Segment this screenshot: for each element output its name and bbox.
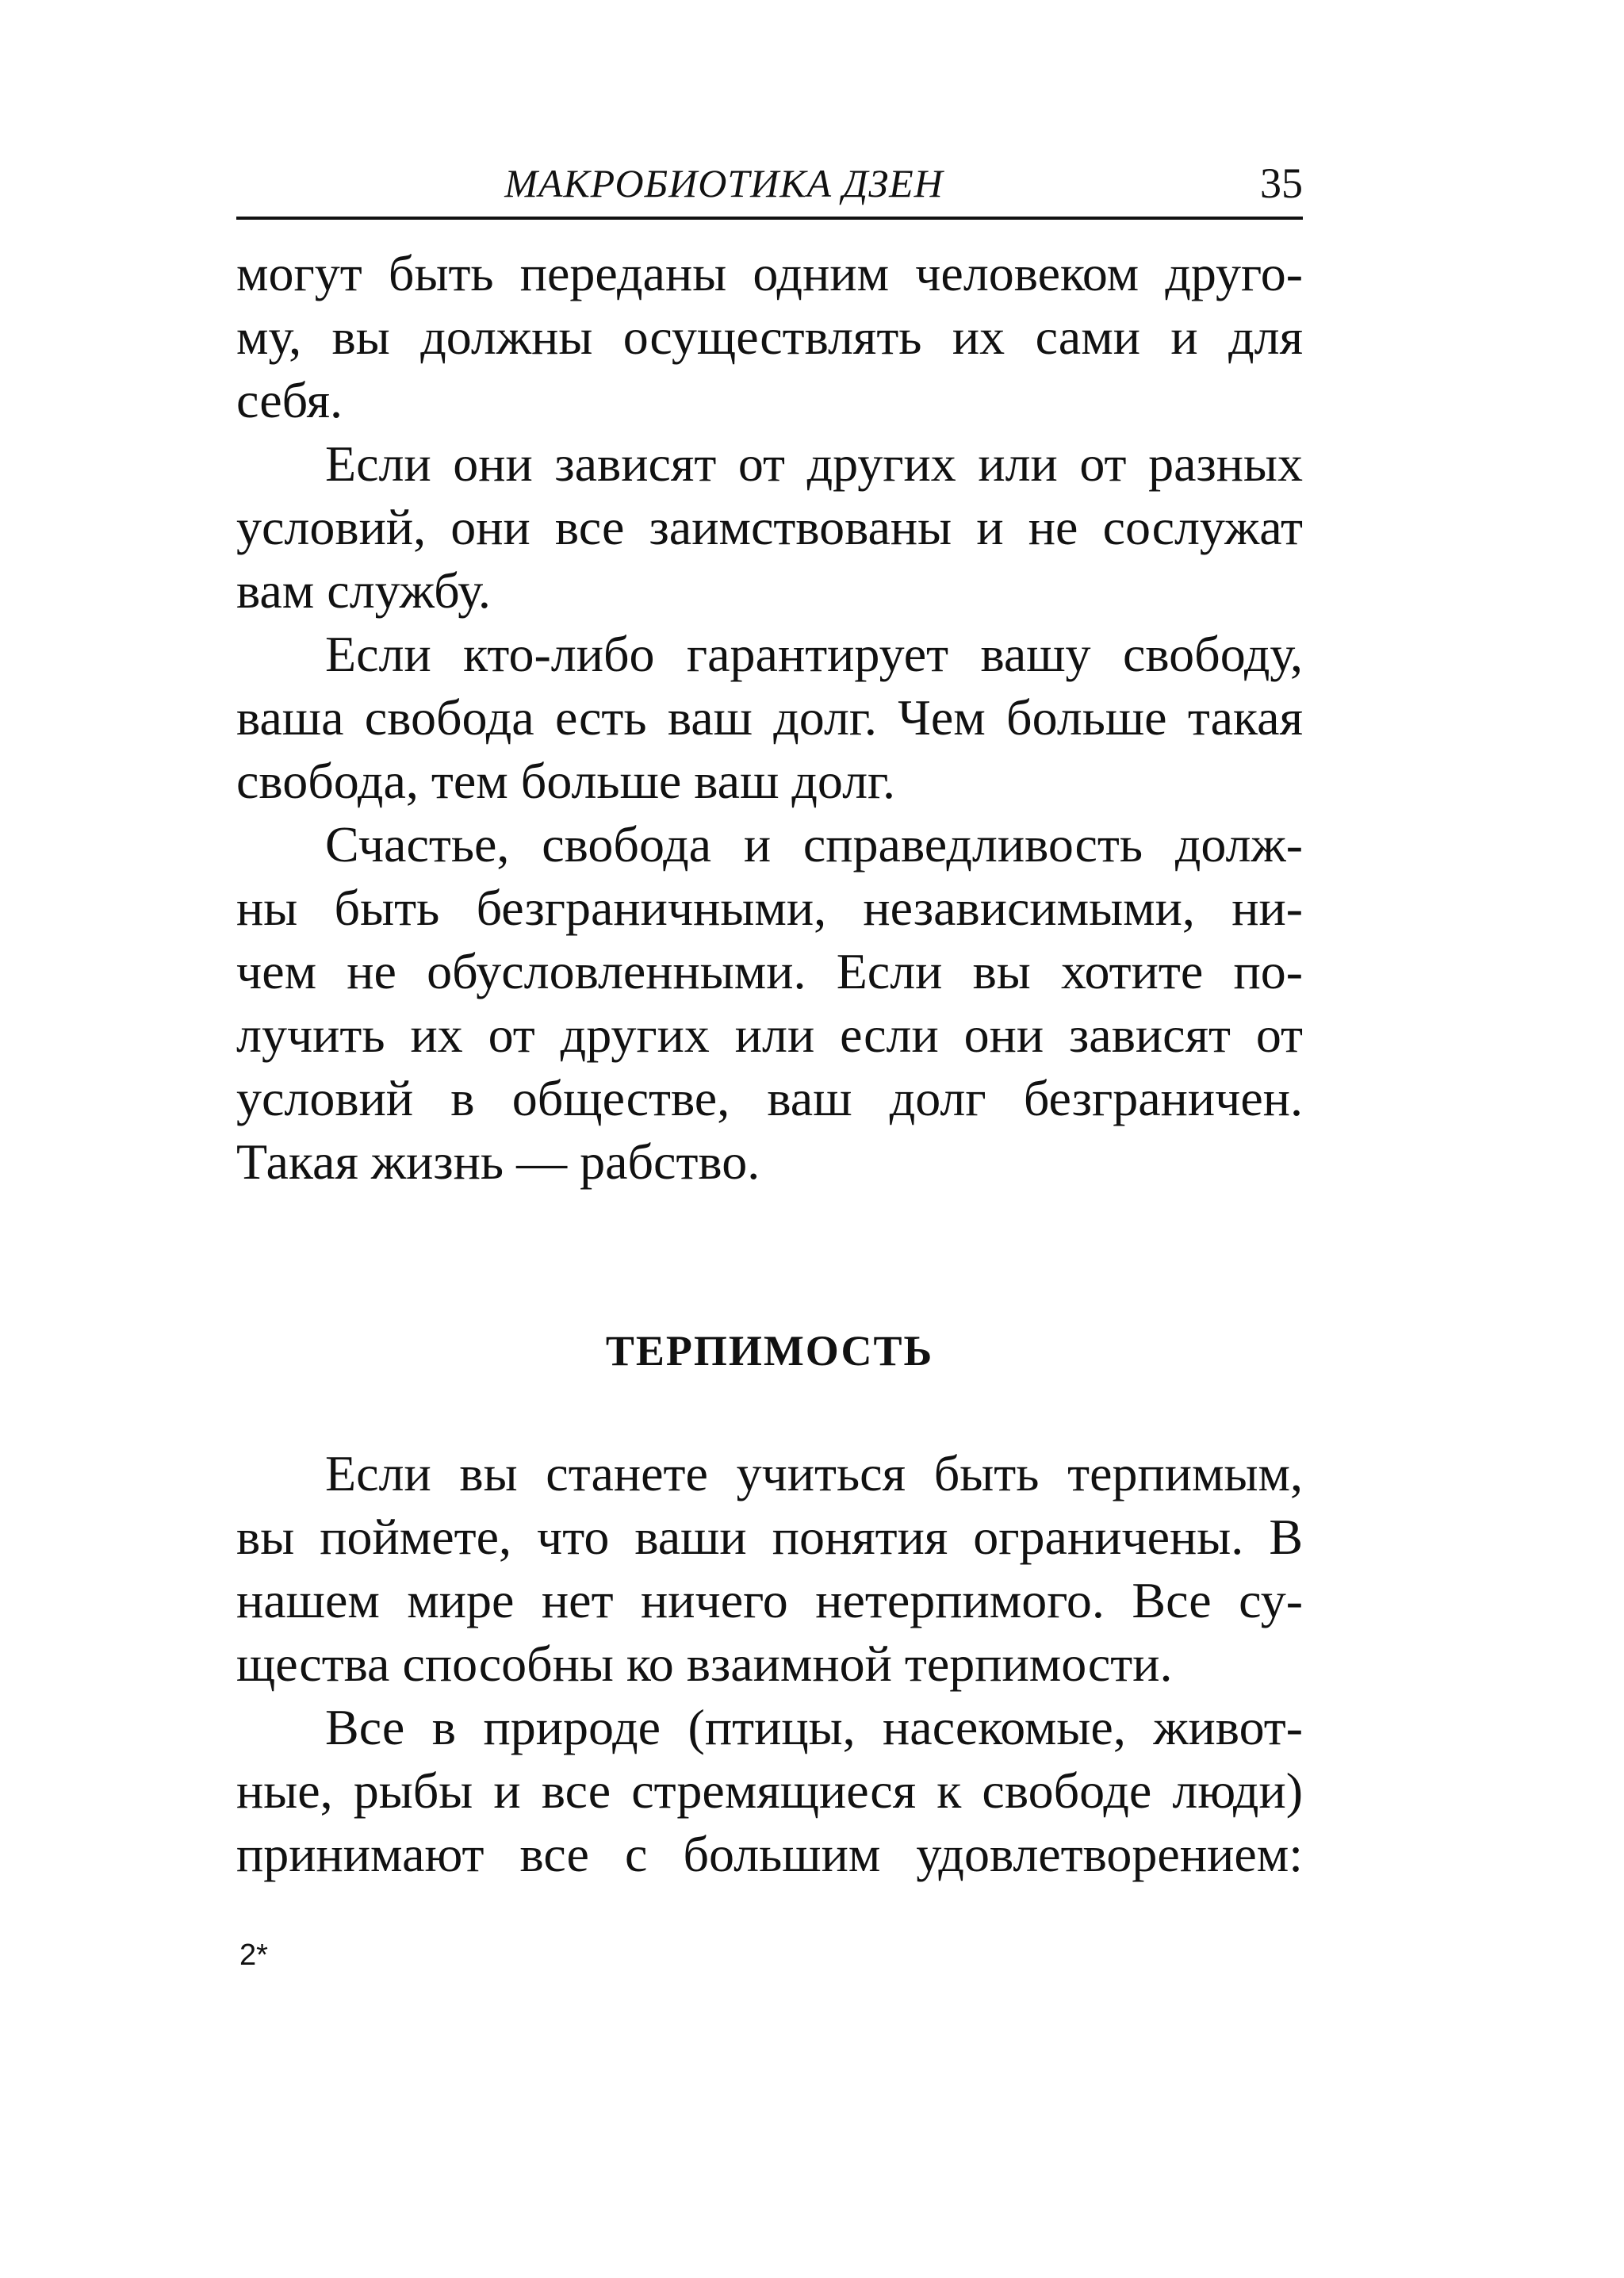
text-line: Такая жизнь — рабство.: [236, 1133, 760, 1190]
signature-mark: 2*: [239, 1939, 268, 1972]
text-line: нашем мире нет ничего нетерпимого. Все су-: [236, 1572, 1303, 1628]
text-line: Если они зависят от других или от разных: [325, 435, 1303, 492]
body-text-section: [236, 1442, 1303, 1886]
text-line: условий в обществе, ваш долг безграничен.: [236, 1070, 1303, 1126]
text-line: ваша свобода есть ваш долг. Чем больше такая: [236, 689, 1303, 746]
text-line: могут быть переданы одним человеком друго-: [236, 245, 1303, 301]
text-line: себя.: [236, 372, 343, 428]
text-line: Если кто-либо гарантирует вашу свободу,: [325, 626, 1303, 682]
text-line: вы поймете, что ваши понятия ограничены. В: [236, 1509, 1303, 1565]
page-number: 35: [1260, 159, 1303, 207]
text-line: ные, рыбы и все стремящиеся к свободе люди): [236, 1762, 1303, 1819]
text-line: Все в природе (птицы, насекомые, живот-: [325, 1699, 1303, 1755]
running-title: МАКРОБИОТИКА ДЗЕН: [504, 161, 944, 205]
text-line: щества способны ко взаимной терпимости.: [236, 1636, 1173, 1692]
running-head: [236, 155, 1303, 221]
text-line: условий, они все заимствованы и не сослужат: [236, 499, 1303, 555]
header-rule: [236, 217, 1303, 220]
text-line: ны быть безграничными, независимыми, ни-: [236, 880, 1303, 936]
section-heading: ТЕРПИМОСТЬ: [605, 1327, 934, 1375]
text-line: Если вы станете учиться быть терпимым,: [325, 1445, 1303, 1501]
text-line: чем не обусловленными. Если вы хотите по-: [236, 943, 1303, 999]
text-line: принимают все с большим удовлетворением:: [236, 1826, 1303, 1882]
text-line: вам службу.: [236, 562, 491, 619]
text-line: свобода, тем больше ваш долг.: [236, 753, 896, 809]
text-line: Счастье, свобода и справедливость долж-: [325, 816, 1303, 872]
text-line: лучить их от других или если они зависят от: [236, 1007, 1303, 1063]
body-text-top: [236, 242, 1303, 1194]
text-line: му, вы должны осуществлять их сами и для: [236, 309, 1303, 365]
